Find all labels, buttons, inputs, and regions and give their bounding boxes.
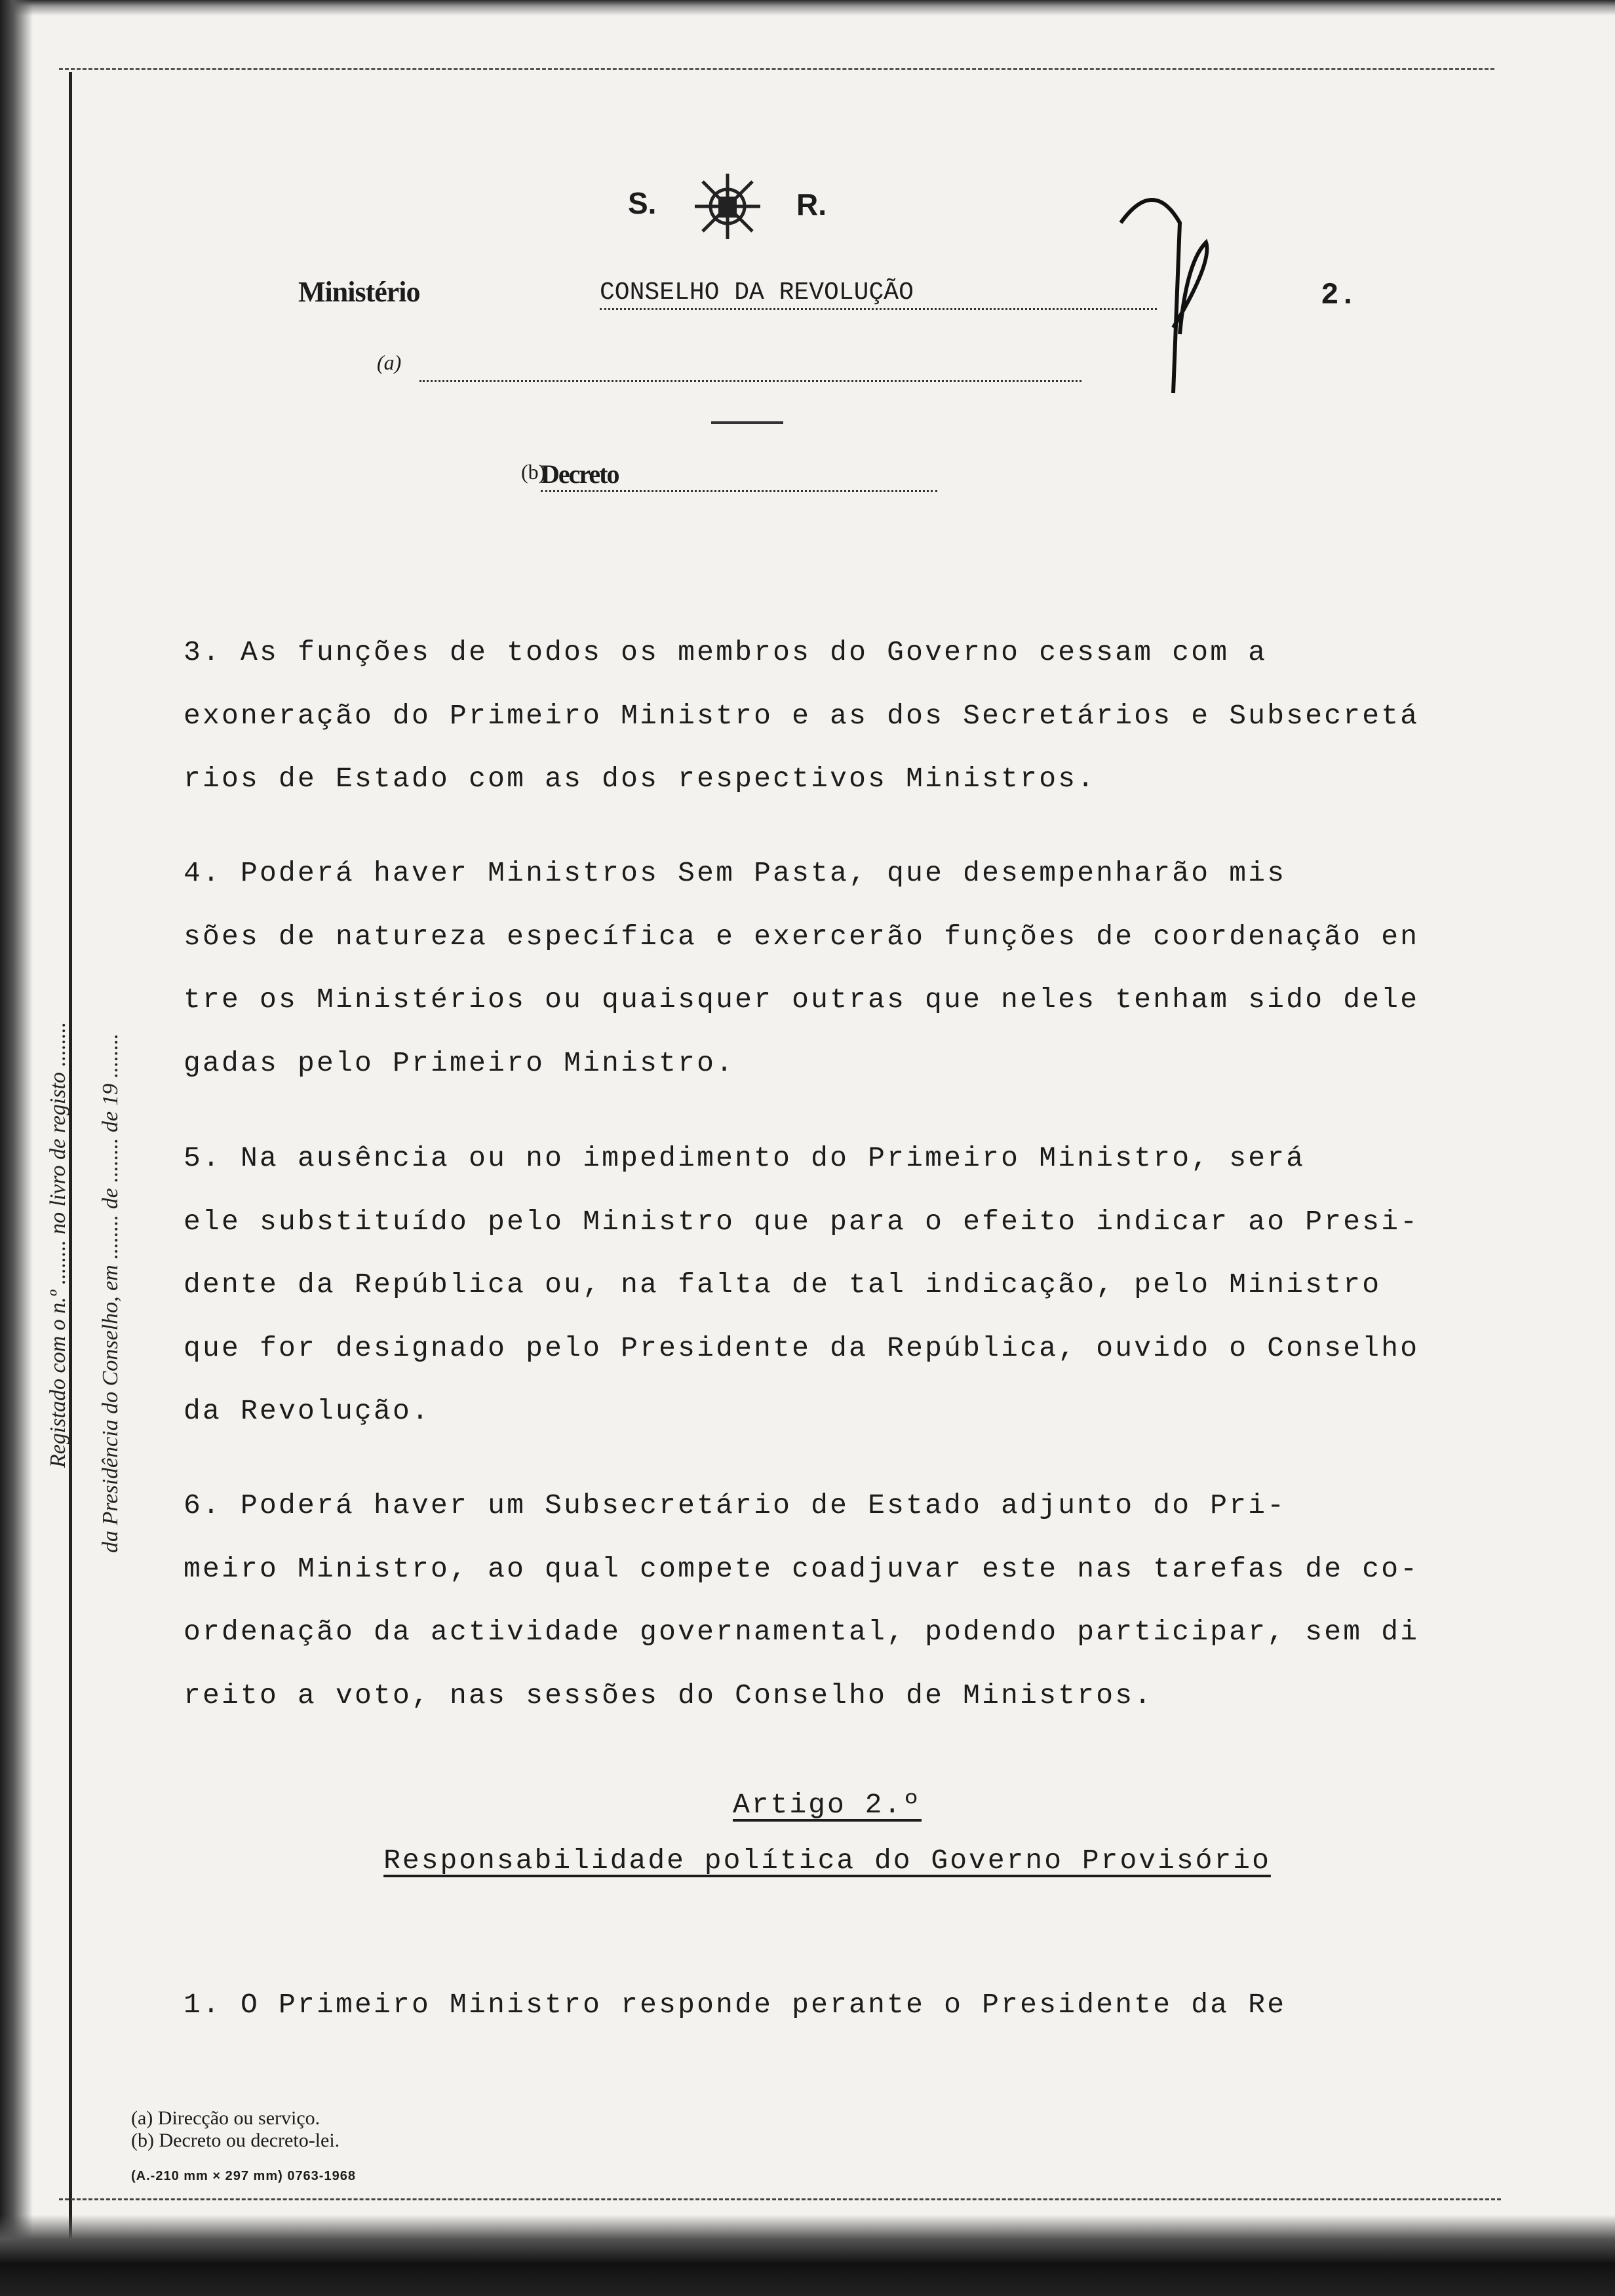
coat-of-arms-icon [688, 170, 767, 242]
article-subtitle-text: Responsabilidade política do Governo Provisório [383, 1845, 1271, 1877]
direction-dotted-line [419, 380, 1081, 382]
paragraph-5: 5. Na ausência ou no impedimento do Primeiro Ministro, será ele substituído pelo Ministro que para o efeito indicar ao Presi- dente da República ou, na falta de tal indicação, pelo Ministro que for designado pelo Presidente da República, ouvido o Conselho da Revolução. [184, 1142, 1420, 1427]
top-rule [59, 68, 1494, 70]
scan-left-edge [0, 0, 33, 2296]
paragraph-6: 6. Poderá haver um Subsecretário de Estado adjunto do Pri- meiro Ministro, ao qual compete coadjuvar este nas tarefas de co- ordenação da actividade governamental, podendo participar, sem di reito a voto, nas sessões do Conselho de Ministros. [184, 1489, 1420, 1712]
page-number: 2. [1321, 278, 1357, 313]
article-subtitle [20, 1845, 1615, 1877]
center-dash [711, 421, 783, 424]
type-value: Decreto [541, 459, 619, 489]
type-dotted-line [541, 490, 937, 492]
handwritten-signature [1108, 183, 1278, 400]
ministry-value: CONSELHO DA REVOLUÇÃO [600, 278, 914, 307]
form-code: (A.-210 mm × 297 mm) 0763-1968 [131, 2169, 356, 2183]
direction-marker: (a) [377, 351, 402, 374]
footnote-b: (b) Decreto ou decreto-lei. [131, 2130, 340, 2151]
crest-letter-s: S. [628, 186, 657, 220]
article-title [20, 1789, 1615, 1821]
margin-presidency-note: da Presidência do Conselho, em ........ de ........ de 19 ........ [98, 1033, 123, 1553]
crest-letter-r: R. [796, 187, 827, 221]
paragraph-1: 1. O Primeiro Ministro responde perante o Presidente da Re [184, 1989, 1287, 2021]
scan-bottom-edge [0, 2215, 1615, 2296]
footnote-a: (a) Direcção ou serviço. [131, 2107, 321, 2129]
paragraph-4: 4. Poderá haver Ministros Sem Pasta, que desempenharão mis sões de natureza específica e exercerão funções de coordenação en tre os Ministérios ou quaisquer outras que neles tenham sido dele gadas pelo Primeiro Ministro. [184, 857, 1420, 1079]
ministry-label: Ministério [298, 276, 420, 308]
ministry-dotted-line [600, 308, 1157, 310]
bottom-rule [59, 2198, 1501, 2200]
scan-top-edge [0, 0, 1615, 16]
paragraph-3: 3. As funções de todos os membros do Governo cessam com a exoneração do Primeiro Ministro e as dos Secretários e Subsecretá rios de Estado com as dos respectivos Ministros. [184, 636, 1420, 795]
type-marker: (b) [521, 460, 546, 484]
article-title-text: Artigo 2.º [732, 1789, 922, 1821]
margin-register-note: Registado com o n.º ........ no livro de registo ........ [46, 1022, 70, 1468]
